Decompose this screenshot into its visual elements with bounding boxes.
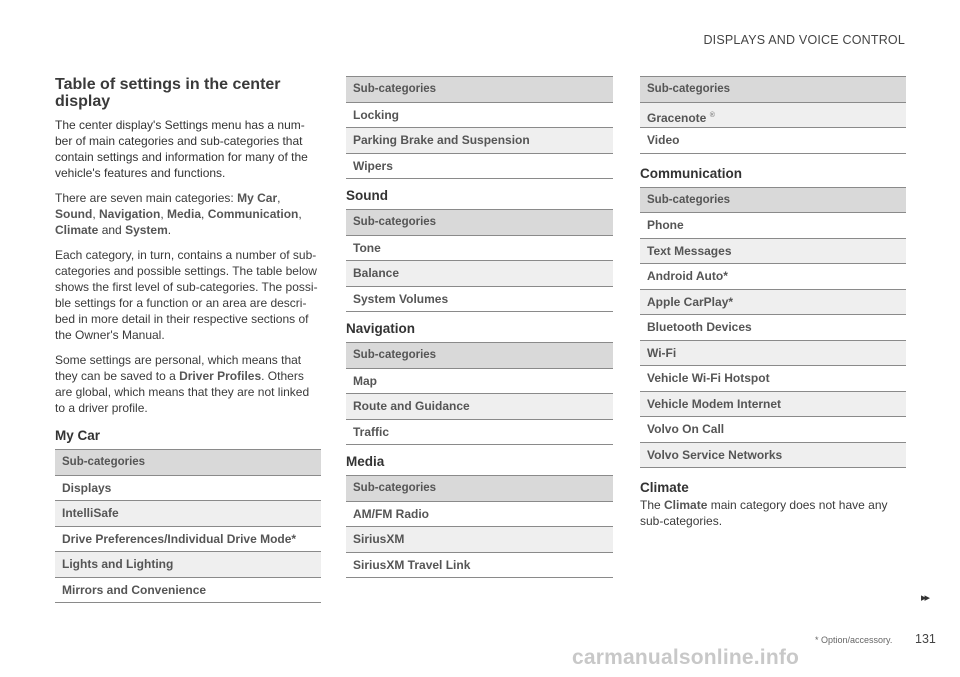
table-row: Drive Preferences/Individual Drive Mode* (55, 527, 321, 553)
table-row: Text Messages (640, 239, 906, 265)
table-row: Tone (346, 236, 613, 262)
table-my-car-continued (346, 76, 613, 179)
separator: , (298, 207, 302, 221)
table-row: SiriusXM Travel Link (346, 553, 613, 579)
separator: , (160, 207, 168, 221)
section-heading-communication: Communication (640, 165, 743, 181)
category-sound: Sound (55, 207, 93, 221)
page-number: 131 (915, 632, 936, 646)
footnote: * Option/accessory. (815, 635, 893, 645)
levels-paragraph: Each category, in turn, contains a number of sub-categories and possible settings. The table below shows the first level of sub-categories. The possi-ble settings for a function or an area are descri-bed in more detail in their respective sections of the Owner's Manual. (55, 248, 318, 342)
table-header: Sub-categories (640, 188, 906, 214)
column-3 (640, 76, 906, 538)
personal-suffix: . Others are global, which means that they are not linked to a driver profile. (55, 369, 310, 415)
section-heading-my-car: My Car (55, 428, 101, 443)
table-communication (640, 187, 906, 469)
table-row: Wi-Fi (640, 341, 906, 367)
category-navigation: Navigation (99, 207, 161, 221)
category-my-car: My Car (237, 191, 278, 205)
personal-paragraph (55, 352, 321, 416)
table-row: Traffic (346, 420, 613, 446)
section-heading-navigation: Navigation (346, 321, 416, 336)
table-row: Video (640, 128, 906, 154)
driver-profiles-term: Driver Profiles (179, 369, 262, 383)
table-media-continued (640, 76, 906, 154)
category-communication: Communication (207, 207, 299, 221)
table-row: Wipers (346, 154, 613, 180)
section-heading-climate: Climate (640, 480, 689, 495)
categories-paragraph (55, 190, 321, 238)
climate-prefix: The (640, 498, 665, 512)
climate-suffix: main category does not have any sub-categories. (640, 498, 888, 528)
table-media (346, 475, 613, 578)
table-header: Sub-categories (640, 77, 906, 103)
table-header: Sub-categories (346, 476, 613, 502)
column-1 (55, 76, 321, 612)
section-heading-media: Media (346, 454, 385, 469)
table-header: Sub-categories (346, 210, 613, 236)
table-row: SiriusXM (346, 527, 613, 553)
registered-mark: ® (709, 111, 715, 119)
table-row: Mirrors and Convenience (55, 578, 321, 604)
table-row: IntelliSafe (55, 501, 321, 527)
separator: , (92, 207, 99, 221)
table-row: Displays (55, 476, 321, 502)
table-row: System Volumes (346, 287, 613, 313)
table-row: Locking (346, 103, 613, 129)
table-row: Vehicle Modem Internet (640, 392, 906, 418)
gracenote-label: Gracenote (647, 110, 707, 125)
categories-prefix: There are seven main categories: (55, 191, 238, 205)
column-2 (346, 76, 613, 587)
watermark: carmanualsonline.info (572, 646, 800, 669)
table-row: Volvo Service Networks (640, 443, 906, 469)
table-row: Phone (640, 213, 906, 239)
table-row: Vehicle Wi-Fi Hotspot (640, 366, 906, 392)
table-row: Parking Brake and Suspension (346, 128, 613, 154)
table-row: Balance (346, 261, 613, 287)
table-navigation (346, 342, 613, 445)
period: . (167, 223, 172, 237)
table-row: Route and Guidance (346, 394, 613, 420)
climate-term: Climate (664, 498, 708, 512)
table-my-car (55, 449, 321, 603)
table-row: Map (346, 369, 613, 395)
continue-arrow-icon: ▸▸ (921, 592, 929, 604)
table-row: Volvo On Call (640, 417, 906, 443)
running-header: DISPLAYS AND VOICE CONTROL (703, 33, 905, 47)
separator: , (201, 207, 208, 221)
table-row (640, 103, 906, 129)
page-title-line2: display (55, 93, 111, 110)
page-title-line1: Table of settings in the center (55, 76, 281, 93)
table-sound (346, 209, 613, 312)
personal-prefix: Some settings are personal, which means that they can be saved to a (55, 353, 302, 383)
category-climate: Climate (55, 223, 99, 237)
separator: , (277, 191, 281, 205)
table-row: Apple CarPlay* (640, 290, 906, 316)
separator-and: and (98, 223, 126, 237)
table-row: Android Auto* (640, 264, 906, 290)
table-header: Sub-categories (346, 77, 613, 103)
table-row: AM/FM Radio (346, 502, 613, 528)
category-system: System (125, 223, 168, 237)
category-media: Media (167, 207, 202, 221)
intro-paragraph: The center display's Settings menu has a num-ber of main categories and sub-categories that contain settings and information for many of the vehicle's features and functions. (55, 118, 308, 180)
table-row: Lights and Lighting (55, 552, 321, 578)
climate-paragraph (640, 497, 906, 529)
section-heading-sound: Sound (346, 188, 388, 203)
page-title (55, 76, 321, 110)
table-row: Bluetooth Devices (640, 315, 906, 341)
table-header: Sub-categories (55, 450, 321, 476)
table-header: Sub-categories (346, 343, 613, 369)
